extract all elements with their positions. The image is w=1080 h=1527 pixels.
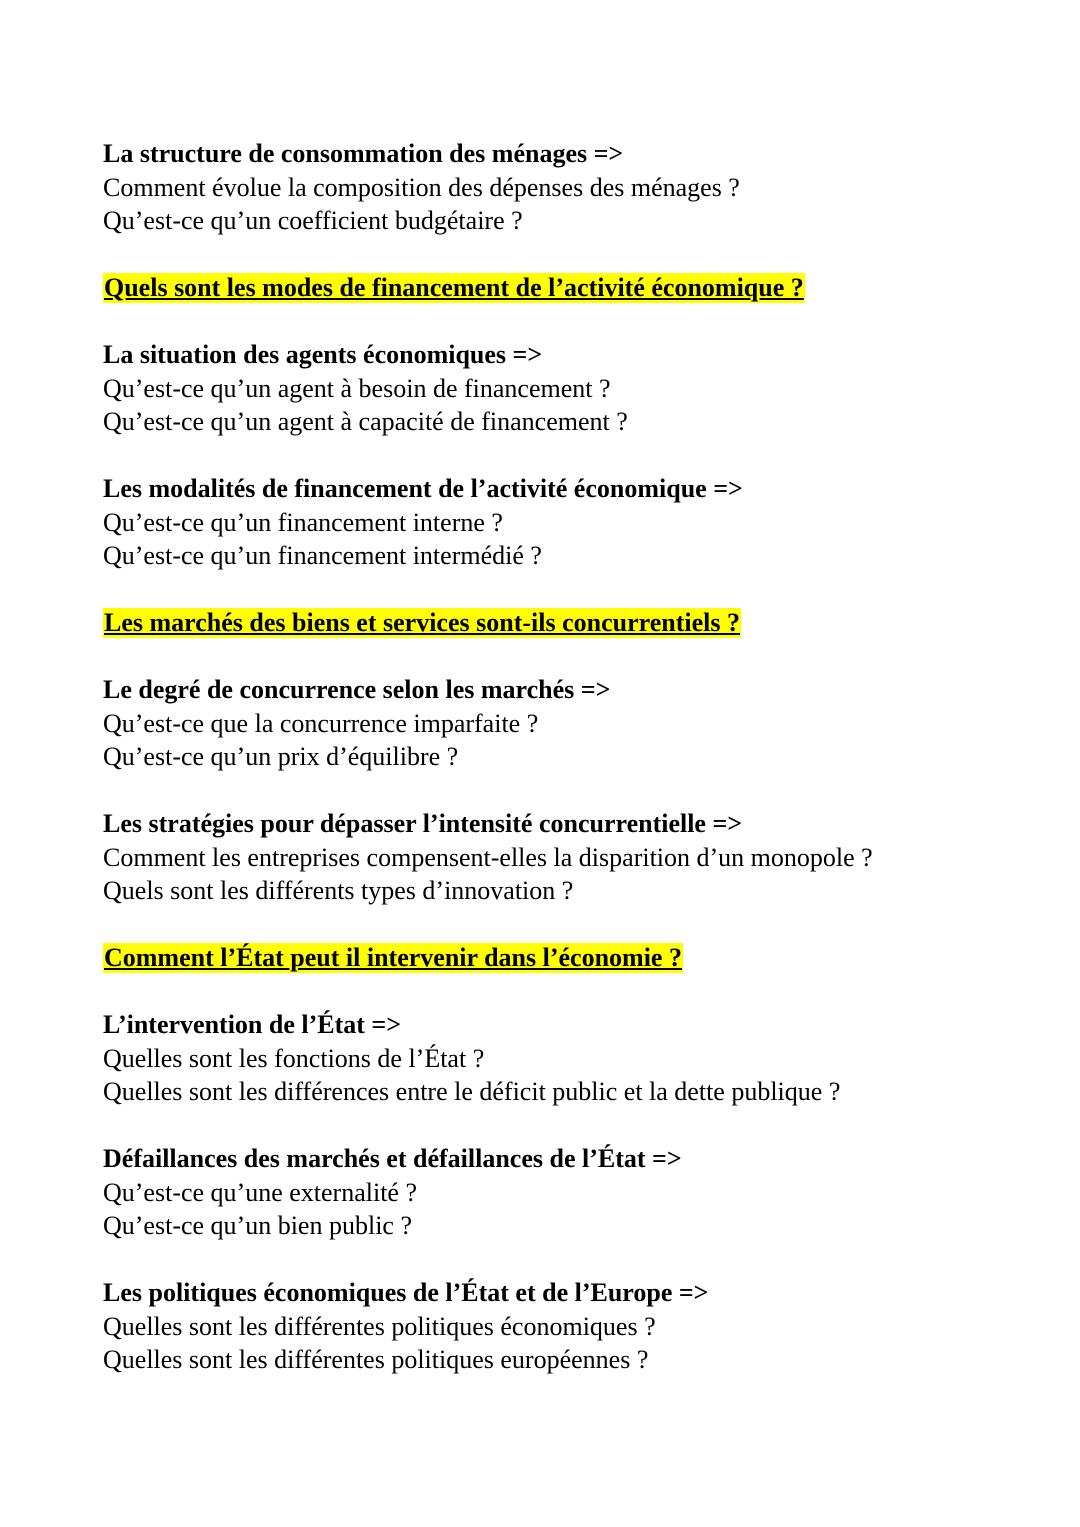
spacer bbox=[103, 439, 1053, 473]
question: Qu’est-ce qu’un financement interne ? bbox=[103, 507, 503, 537]
chapter-heading bbox=[103, 606, 1053, 640]
spacer bbox=[103, 975, 1053, 1009]
question: Comment évolue la composition des dépenses des ménages ? bbox=[103, 172, 740, 202]
question: Qu’est-ce qu’un prix d’équilibre ? bbox=[103, 742, 459, 771]
section-title: Les modalités de financement de l’activité économique => bbox=[103, 474, 743, 503]
section-title: Le degré de concurrence selon les marchés => bbox=[103, 675, 611, 704]
spacer bbox=[103, 908, 1053, 942]
question: Quels sont les différents types d’innovation ? bbox=[103, 876, 574, 905]
document-page bbox=[103, 137, 1053, 1377]
section-title: La structure de consommation des ménages => bbox=[103, 139, 624, 168]
question: Qu’est-ce qu’un bien public ? bbox=[103, 1211, 413, 1240]
spacer bbox=[103, 305, 1053, 339]
chapter-heading bbox=[103, 271, 1053, 305]
question: Quelles sont les fonctions de l’État ? bbox=[103, 1043, 485, 1073]
question: Qu’est-ce que la concurrence imparfaite ? bbox=[103, 708, 539, 738]
section-title: Défaillances des marchés et défaillances de l’État => bbox=[103, 1144, 682, 1173]
spacer bbox=[103, 774, 1053, 808]
spacer bbox=[103, 640, 1053, 674]
chapter-heading-text: Comment l’État peut il intervenir dans l’économie ? bbox=[104, 943, 682, 972]
chapter-heading-text: Quels sont les modes de financement de l’activité économique ? bbox=[104, 273, 804, 302]
chapter-heading-text: Les marchés des biens et services sont-ils concurrentiels ? bbox=[104, 608, 740, 637]
chapter-heading bbox=[103, 941, 1053, 975]
section-title: Les stratégies pour dépasser l’intensité concurrentielle => bbox=[103, 809, 743, 838]
question: Qu’est-ce qu’un financement intermédié ? bbox=[103, 541, 542, 570]
spacer bbox=[103, 573, 1053, 607]
question: Quelles sont les différentes politiques économiques ? bbox=[103, 1311, 656, 1341]
question: Qu’est-ce qu’un coefficient budgétaire ? bbox=[103, 206, 523, 235]
section-title: La situation des agents économiques => bbox=[103, 340, 543, 369]
question: Quelles sont les différentes politiques européennes ? bbox=[103, 1345, 649, 1374]
question: Comment les entreprises compensent-elles la disparition d’un monopole ? bbox=[103, 842, 873, 872]
spacer bbox=[103, 1243, 1053, 1277]
question: Quelles sont les différences entre le déficit public et la dette publique ? bbox=[103, 1077, 841, 1106]
question: Qu’est-ce qu’un agent à besoin de financement ? bbox=[103, 373, 611, 403]
spacer bbox=[103, 238, 1053, 272]
question: Qu’est-ce qu’une externalité ? bbox=[103, 1177, 418, 1207]
spacer bbox=[103, 1109, 1053, 1143]
section-title: Les politiques économiques de l’État et de l’Europe => bbox=[103, 1278, 709, 1307]
section-title: L’intervention de l’État => bbox=[103, 1010, 402, 1039]
question: Qu’est-ce qu’un agent à capacité de financement ? bbox=[103, 407, 628, 436]
